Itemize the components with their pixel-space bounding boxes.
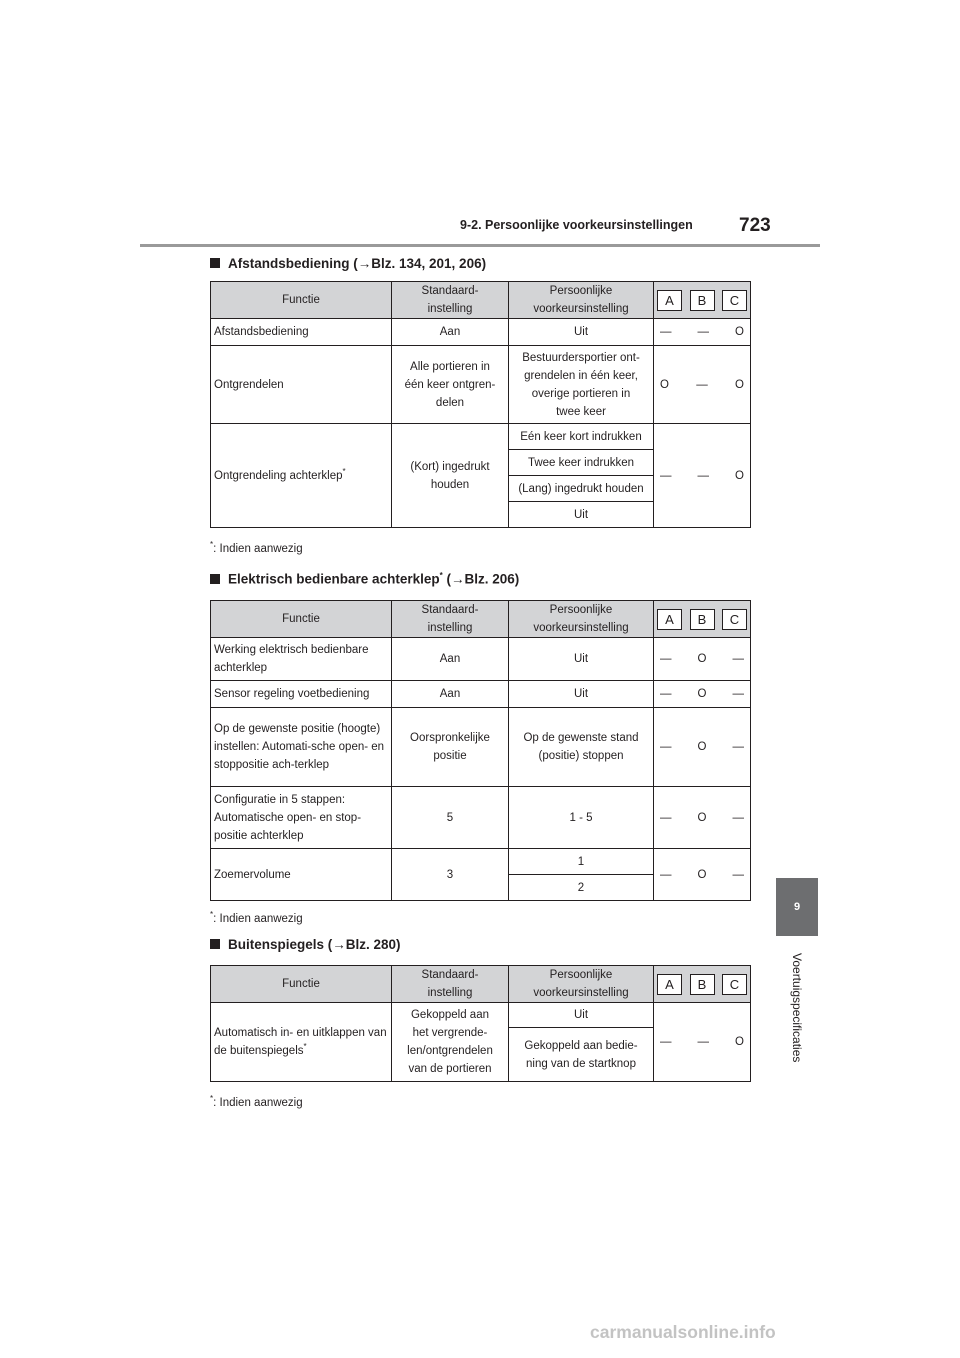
- page-number: 723: [739, 215, 771, 236]
- cell-functie: Zoemervolume: [211, 849, 392, 901]
- cell-standaard: (Kort) ingedrukt houden: [392, 424, 509, 528]
- cell-persoonlijk-options: [509, 849, 654, 901]
- cell-persoonlijk: Op de gewenste stand (positie) stoppen: [509, 708, 654, 787]
- cell-functie: Op de gewenste positie (hoogte) instellen: Automati-sche open- en stoppositie ach-terklep: [211, 708, 392, 787]
- cell-b: O: [697, 688, 707, 700]
- cell-standaard: 3: [392, 849, 509, 901]
- cell-persoonlijk-options: [509, 1003, 654, 1082]
- cell-standaard: 5: [392, 787, 509, 849]
- cell-c: O: [735, 469, 744, 482]
- section-title-text: Afstandsbediening (→Blz. 134, 201, 206): [228, 256, 487, 271]
- cell-persoonlijk-options: [509, 424, 654, 528]
- cell-b: O: [697, 653, 707, 665]
- table-buitenspiegels: [210, 965, 751, 1082]
- column-b-box: B: [690, 290, 715, 311]
- cell-a: —: [660, 653, 672, 665]
- cell-functie-text: Ontgrendeling achterklep: [214, 469, 343, 482]
- cell-c: —: [732, 688, 744, 700]
- cell-abc: [654, 681, 751, 708]
- table-row: [211, 849, 751, 901]
- section-title-text: Buitenspiegels (→Blz. 280): [228, 937, 401, 952]
- section-title-text: Elektrisch bedienbare achterklep: [228, 571, 440, 587]
- option-item: Twee keer indrukken: [509, 450, 653, 476]
- square-bullet-icon: [210, 574, 220, 584]
- chapter-number: 9: [793, 901, 801, 913]
- column-c-box: C: [722, 609, 747, 630]
- cell-persoonlijk: 1 - 5: [509, 787, 654, 849]
- table-row: [211, 681, 751, 708]
- footnote-text: : Indien aanwezig: [213, 542, 303, 555]
- table-row: [211, 346, 751, 424]
- cell-persoonlijk: Uit: [509, 319, 654, 346]
- cell-b: —: [697, 326, 710, 338]
- header-abc: [654, 966, 751, 1003]
- header-persoonlijk: Persoonlijke voorkeursinstelling: [509, 282, 654, 319]
- header-standaard: Standaard- instelling: [392, 282, 509, 319]
- header-section-title: 9-2. Persoonlijke voorkeursinstellingen: [460, 218, 693, 232]
- cell-persoonlijk: Uit: [509, 638, 654, 681]
- cell-standaard: Gekoppeld aan het vergrende- len/ontgrendelen van de portieren: [392, 1003, 509, 1082]
- cell-b: —: [697, 1036, 710, 1048]
- table-row: [211, 424, 751, 528]
- footnote-mark: *: [210, 910, 214, 919]
- cell-b: —: [696, 378, 708, 391]
- table-row: [211, 1003, 751, 1082]
- footnote-mark: *: [210, 540, 214, 549]
- cell-a: —: [660, 326, 672, 338]
- header-divider: [140, 244, 820, 247]
- watermark: carmanualsonline.info: [590, 1322, 776, 1342]
- chapter-title: Voertuigspecificaties: [790, 953, 804, 1063]
- table-row: [211, 638, 751, 681]
- cell-a: —: [660, 688, 672, 700]
- header-abc: [654, 282, 751, 319]
- cell-abc: [654, 849, 751, 901]
- cell-standaard: Aan: [392, 681, 509, 708]
- cell-standaard: Oorspronkelijke positie: [392, 708, 509, 787]
- footnote-mark: *: [210, 1094, 214, 1103]
- section-title-afstandsbediening: [210, 256, 486, 271]
- cell-c: —: [732, 653, 744, 665]
- square-bullet-icon: [210, 939, 220, 949]
- footnote-text: : Indien aanwezig: [213, 1096, 303, 1109]
- cell-a: O: [660, 378, 669, 391]
- option-item: Uit: [573, 508, 589, 521]
- cell-abc: [654, 346, 751, 424]
- cell-functie: Ontgrendelen: [211, 346, 392, 424]
- cell-abc: [654, 638, 751, 681]
- cell-functie: [211, 1003, 392, 1082]
- cell-c: —: [732, 811, 744, 824]
- option-item: Eén keer kort indrukken: [509, 424, 653, 450]
- table-row: [211, 708, 751, 787]
- column-c-box: C: [722, 974, 747, 995]
- cell-a: —: [660, 741, 672, 753]
- section-title-buitenspiegels: [210, 937, 401, 952]
- section-title-suffix: (→Blz. 206): [442, 571, 520, 587]
- cell-b: O: [697, 868, 707, 881]
- column-b-box: B: [690, 974, 715, 995]
- table-row: [211, 787, 751, 849]
- square-bullet-icon: [210, 258, 220, 268]
- header-persoonlijk: Persoonlijke voorkeursinstelling: [509, 601, 654, 638]
- cell-c: O: [735, 326, 744, 338]
- header-functie: Functie: [211, 966, 392, 1003]
- table-header-row: [211, 601, 751, 638]
- section-title-achterklep: [210, 571, 519, 587]
- cell-b: O: [697, 741, 707, 753]
- cell-a: —: [660, 811, 672, 824]
- footnote-marker: *: [439, 571, 443, 580]
- cell-b: O: [697, 811, 707, 824]
- cell-abc: [654, 424, 751, 528]
- header-functie: Functie: [211, 601, 392, 638]
- column-a-box: A: [657, 290, 682, 311]
- option-item: 2: [577, 881, 585, 894]
- cell-c: O: [735, 1036, 744, 1048]
- footnote-text: : Indien aanwezig: [213, 912, 303, 925]
- cell-abc: [654, 319, 751, 346]
- option-item: Gekoppeld aan bedie- ning van de startknop: [524, 1039, 638, 1070]
- table-afstandsbediening: [210, 281, 751, 528]
- cell-b: —: [697, 469, 710, 482]
- cell-c: —: [732, 741, 744, 753]
- cell-a: —: [660, 868, 672, 881]
- cell-standaard: Aan: [392, 638, 509, 681]
- footnote: [210, 1094, 303, 1109]
- header-functie: Functie: [211, 282, 392, 319]
- cell-functie: Configuratie in 5 stappen: Automatische open- en stop-positie achterklep: [211, 787, 392, 849]
- column-a-box: A: [657, 609, 682, 630]
- option-item: Uit: [509, 1003, 653, 1028]
- cell-a: —: [660, 469, 672, 482]
- cell-functie: Afstandsbediening: [211, 319, 392, 346]
- option-item: 1: [509, 849, 653, 875]
- table-row: [211, 319, 751, 346]
- cell-standaard: Aan: [392, 319, 509, 346]
- chapter-tab: [776, 878, 818, 936]
- header-standaard: Standaard- instelling: [392, 966, 509, 1003]
- cell-a: —: [660, 1036, 672, 1048]
- cell-abc: [654, 787, 751, 849]
- footnote-marker: *: [342, 466, 346, 476]
- cell-c: O: [735, 378, 744, 391]
- cell-standaard: Alle portieren in één keer ontgren- delen: [392, 346, 509, 424]
- table-achterklep: [210, 600, 751, 901]
- header-standaard: Standaard- instelling: [392, 601, 509, 638]
- cell-persoonlijk: Bestuurdersportier ont- grendelen in één keer, overige portieren in twee keer: [509, 346, 654, 424]
- option-item: (Lang) ingedrukt houden: [509, 476, 653, 502]
- cell-functie-text: Automatisch in- en uitklappen van de buitenspiegels: [214, 1027, 387, 1057]
- table-header-row: [211, 966, 751, 1003]
- footnote-marker: *: [303, 1042, 307, 1052]
- footnote: [210, 910, 303, 925]
- cell-abc: [654, 708, 751, 787]
- column-a-box: A: [657, 974, 682, 995]
- footnote: [210, 540, 303, 555]
- cell-abc: [654, 1003, 751, 1082]
- column-b-box: B: [690, 609, 715, 630]
- cell-functie: Sensor regeling voetbediening: [211, 681, 392, 708]
- cell-functie: [211, 424, 392, 528]
- header-abc: [654, 601, 751, 638]
- table-header-row: [211, 282, 751, 319]
- cell-persoonlijk: Uit: [509, 681, 654, 708]
- column-c-box: C: [722, 290, 747, 311]
- header-persoonlijk: Persoonlijke voorkeursinstelling: [509, 966, 654, 1003]
- cell-functie: Werking elektrisch bedienbare achterklep: [211, 638, 392, 681]
- cell-c: —: [732, 868, 744, 881]
